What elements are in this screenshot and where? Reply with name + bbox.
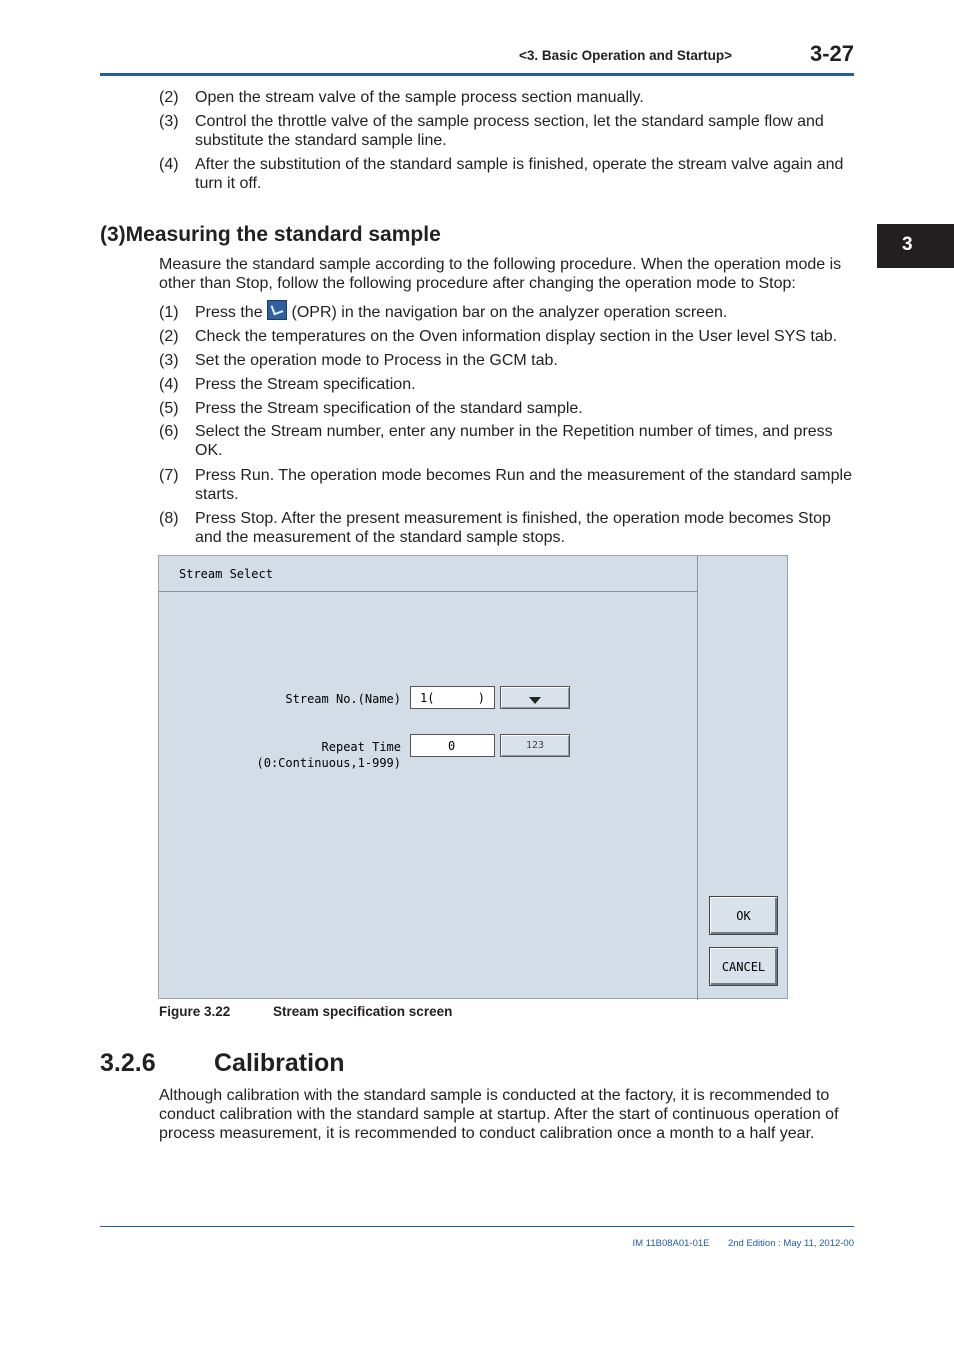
step-num: (7) <box>159 467 179 484</box>
step-num: (3) <box>159 113 179 130</box>
opr-icon <box>267 300 287 320</box>
step-text: Set the operation mode to Process in the GCM tab. <box>195 352 558 369</box>
step-num: (2) <box>159 328 179 345</box>
section-number: 3.2.6 <box>100 1049 156 1077</box>
section-title: Calibration <box>214 1049 345 1077</box>
screen-title-bar <box>159 556 698 592</box>
numeric-keypad-button[interactable]: 123 <box>500 734 570 757</box>
section-intro: Measure the standard sample according to the following procedure. When the operation mode is other than Stop, follow the following procedure after changing the operation mode to Stop: <box>159 256 842 292</box>
step-num: (2) <box>159 89 179 106</box>
step-num: (6) <box>159 423 179 440</box>
chapter-tab-label: 3 <box>902 234 913 255</box>
section-heading: (3)Measuring the standard sample <box>100 223 441 246</box>
step-num: (4) <box>159 376 179 393</box>
cancel-button[interactable]: CANCEL <box>709 947 778 986</box>
step-text <box>195 300 855 322</box>
ok-button[interactable]: OK <box>709 896 778 935</box>
step-num: (3) <box>159 352 179 369</box>
step-text: Press Run. The operation mode becomes Run and the measurement of the standard sample starts. <box>195 467 852 503</box>
step-text: Control the throttle valve of the sample process section, let the standard sample flow and substitute the standard sample line. <box>195 113 824 149</box>
step-text: Press the Stream specification. <box>195 376 416 393</box>
footer-rule <box>100 1226 854 1227</box>
step-text: Select the Stream number, enter any number in the Repetition number of times, and press OK. <box>195 423 833 459</box>
step-text-before: Press the <box>195 304 263 321</box>
repeat-time-label: Repeat Time <box>321 740 401 754</box>
step-num: (5) <box>159 400 179 417</box>
step-text-after: (OPR) in the navigation bar on the analyzer operation screen. <box>291 304 728 321</box>
figure-caption-number: Figure 3.22 <box>159 1004 231 1019</box>
repeat-time-field[interactable]: 0 <box>410 734 495 757</box>
running-header-section: <3. Basic Operation and Startup> <box>518 48 732 63</box>
step-num: (4) <box>159 156 179 173</box>
step-text: Press the Stream specification of the standard sample. <box>195 400 583 417</box>
chapter-tab <box>877 224 954 268</box>
step-num: (8) <box>159 510 179 527</box>
screen-title: Stream Select <box>179 567 273 581</box>
step-text: Open the stream valve of the sample process section manually. <box>195 89 644 106</box>
stream-dropdown-button[interactable] <box>500 686 570 709</box>
step-num: (1) <box>159 304 179 321</box>
figure-caption-title: Stream specification screen <box>273 1004 453 1019</box>
step-text: Check the temperatures on the Oven information display section in the User level SYS tab. <box>195 328 838 345</box>
footer-doc-id: IM 11B08A01-01E 2nd Edition : May 11, 2012-00 <box>632 1238 854 1249</box>
stream-number-label: Stream No.(Name) <box>285 692 401 706</box>
repeat-time-range-label: (0:Continuous,1-999) <box>256 756 401 770</box>
stream-select-screen <box>158 555 788 999</box>
stream-number-field[interactable]: 1( ) <box>410 686 495 709</box>
header-rule <box>100 73 854 76</box>
step-text: Press Stop. After the present measurement is finished, the operation mode becomes Stop and the measurement of the standard sample stops. <box>195 510 831 546</box>
page-number: 3-27 <box>809 41 854 66</box>
step-text: After the substitution of the standard sample is finished, operate the stream valve again and turn it off. <box>195 156 844 192</box>
chevron-down-icon <box>529 697 541 704</box>
side-panel-divider <box>697 556 698 1000</box>
calibration-body: Although calibration with the standard sample is conducted at the factory, it is recommended to conduct calibration with the standard sample at startup. After the start of continuous operation of process measurement, it is recommended to conduct calibration once a month to a half year. <box>159 1087 839 1142</box>
